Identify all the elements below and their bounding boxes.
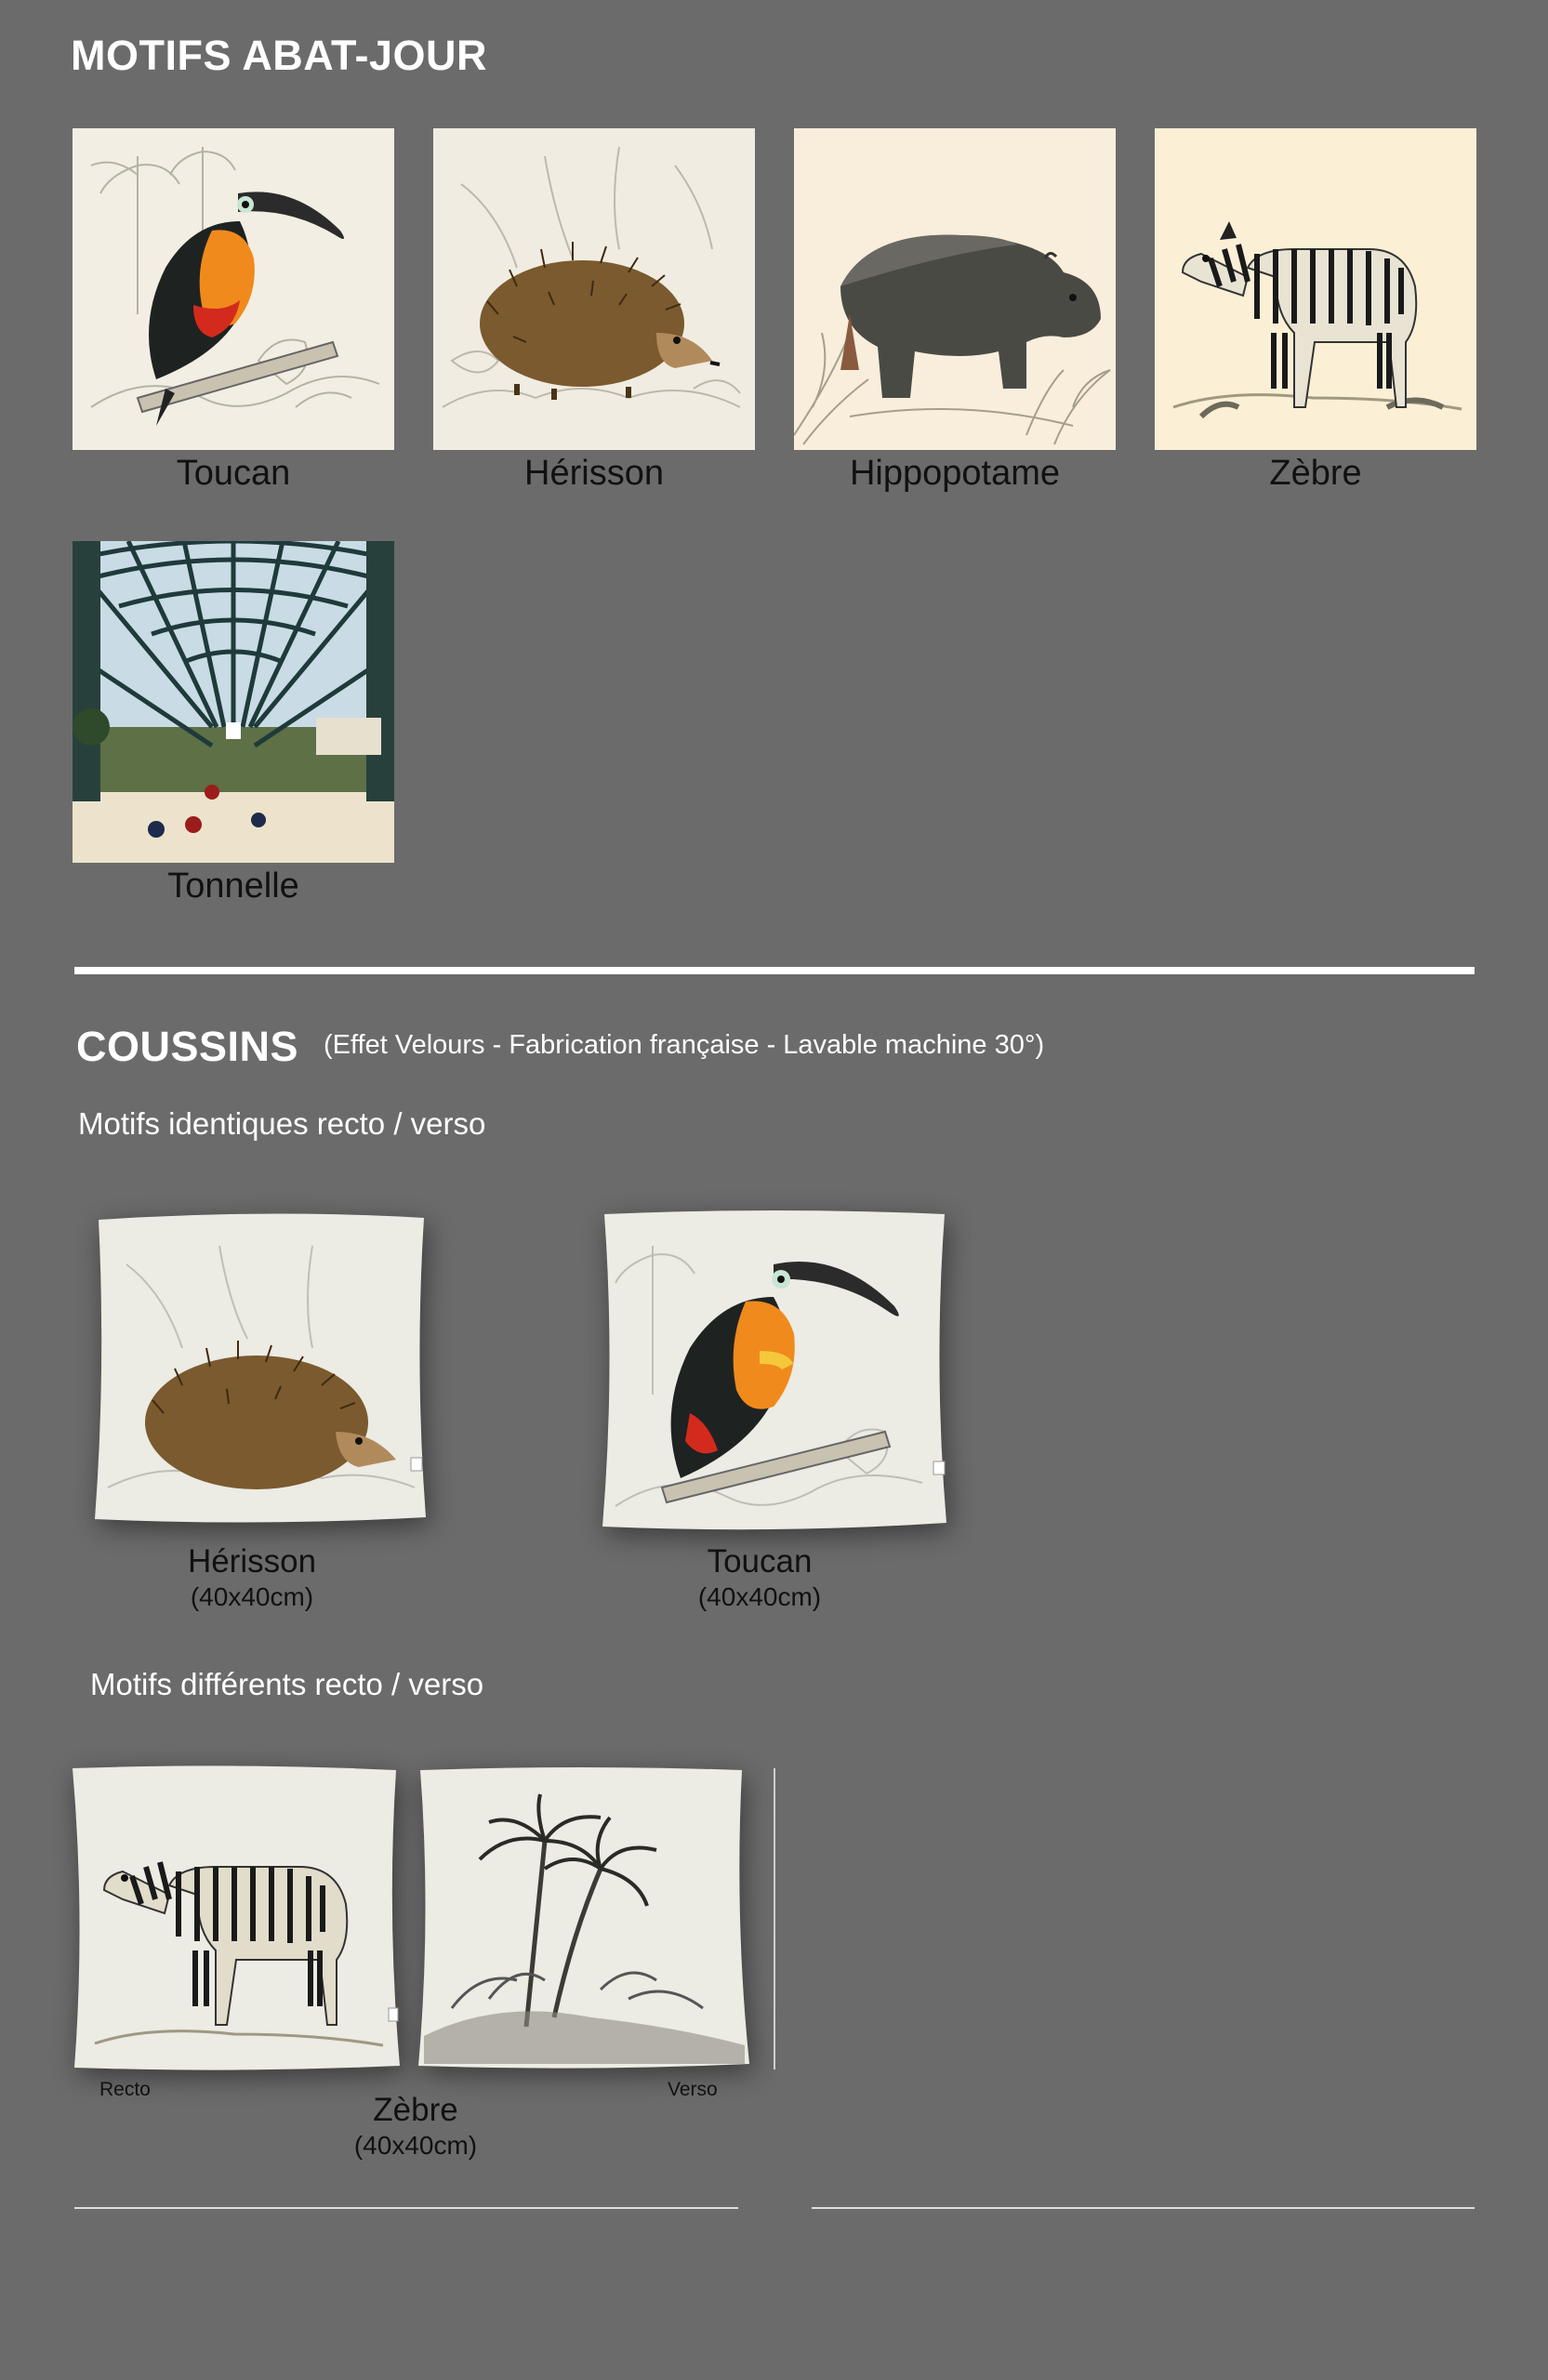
palm-tree-icon [415, 1766, 749, 2069]
toucan-icon [597, 1209, 950, 1534]
cushion-hedgehog-size: (40x40cm) [190, 1582, 314, 1611]
lampshade-hippo-label: Hippopotame [849, 454, 1061, 493]
arbor-icon [73, 541, 394, 863]
lampshade-toucan-image[interactable] [73, 128, 394, 450]
cushion-zebra-verso-image[interactable] [415, 1766, 749, 2069]
hedgehog-icon [89, 1209, 433, 1530]
cushion-hedgehog-image[interactable] [89, 1209, 433, 1530]
cushion-toucan-name: Toucan [707, 1543, 813, 1580]
toucan-icon [73, 128, 394, 450]
lampshade-hippo-image[interactable] [794, 128, 1116, 450]
verso-edge-line [774, 1768, 775, 2069]
cushion-hedgehog-caption [89, 1543, 415, 1612]
recto-label: Recto [99, 2079, 151, 2100]
cushion-zebra-size: (40x40cm) [353, 2131, 478, 2160]
cushion-hedgehog-name: Hérisson [187, 1543, 317, 1580]
lampshade-zebra-image[interactable] [1155, 128, 1476, 450]
cushions-subtitle: (Effet Velours - Fabrication française - Lavable machine 30°) [324, 1030, 1045, 1060]
lampshade-arbor-label: Tonnelle [167, 866, 299, 906]
zebra-icon [67, 1765, 402, 2071]
zebra-icon [1155, 128, 1476, 450]
cushion-toucan-size: (40x40cm) [697, 1582, 822, 1611]
cushion-toucan-image[interactable] [597, 1209, 950, 1534]
identical-motifs-heading: Motifs identiques recto / verso [78, 1106, 486, 1141]
footer-divider-left [74, 2207, 738, 2209]
lampshade-arbor-image[interactable] [73, 541, 394, 863]
section-divider [74, 967, 1475, 974]
hedgehog-icon [433, 128, 755, 450]
footer-divider-right [812, 2207, 1475, 2209]
lampshade-zebra-label: Zèbre [1269, 454, 1362, 493]
hippopotamus-icon [794, 128, 1116, 450]
cushions-section-title: COUSSINS [76, 1023, 299, 1070]
lampshade-section-title: MOTIFS ABAT-JOUR [71, 32, 487, 79]
cushion-toucan-caption [597, 1543, 922, 1612]
cushion-zebra-name: Zèbre [373, 2092, 458, 2128]
cushion-zebra-caption [253, 2092, 578, 2161]
lampshade-toucan-label: Toucan [176, 454, 291, 493]
different-motifs-heading: Motifs différents recto / verso [90, 1667, 484, 1701]
lampshade-hedgehog-label: Hérisson [524, 454, 664, 493]
cushion-zebra-recto-image[interactable] [67, 1765, 402, 2071]
lampshade-hedgehog-image[interactable] [433, 128, 755, 450]
verso-label: Verso [668, 2079, 718, 2100]
